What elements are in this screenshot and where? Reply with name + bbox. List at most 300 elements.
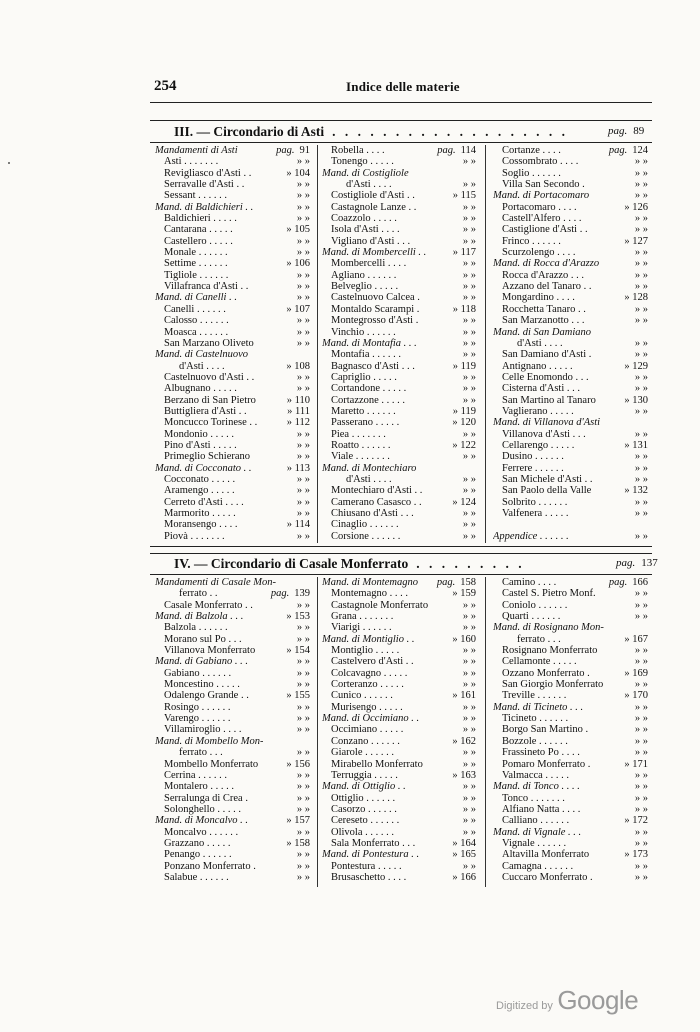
index-entry-name: Castellero . . . . . [164, 235, 233, 247]
index-heading-row [155, 736, 310, 747]
index-entry-page [453, 247, 476, 258]
index-entry-name: Vigliano d'Asti . . . [331, 235, 411, 247]
index-heading-row [493, 781, 648, 792]
index-entry-page-value: » » [634, 281, 648, 293]
index-entry-name: Moncucco Torinese . . [164, 417, 258, 429]
index-entry-page-value: » 119 [452, 405, 476, 417]
index-entry-page-value: » » [634, 371, 648, 383]
index-entry-name: Mand. di Occimiano . . [322, 713, 420, 725]
index-entry-page-value: » » [462, 383, 476, 395]
index-entry-row [493, 463, 648, 474]
index-entry-name: Mand. di Costigliole [322, 167, 409, 179]
index-entry-page-value: » » [296, 201, 310, 213]
index-entry-name: Villanova d'Asti . . . [502, 428, 586, 440]
index-entry-name: Conzano . . . . . . [331, 735, 400, 747]
index-entry-page [635, 451, 648, 462]
index-entry-page-value: » » [296, 428, 310, 440]
index-entry-page-value: 166 [632, 577, 648, 588]
index-entry-row [493, 406, 648, 417]
index-entry-page [624, 759, 648, 770]
index-entry-page-value: » » [296, 439, 310, 451]
page-label: pag. [276, 145, 295, 156]
index-entry-page [463, 315, 476, 326]
index-entry-page-value: » » [462, 508, 476, 519]
index-entry-row [493, 508, 648, 519]
index-entry-page-value: » » [634, 769, 648, 781]
index-entry-page [297, 451, 310, 462]
index-entry-row [322, 497, 476, 508]
index-heading-row [155, 145, 310, 156]
index-entry-name: Revigliasco d'Asti . . [164, 167, 252, 179]
index-entry-row [322, 531, 476, 542]
index-entry-row [493, 872, 648, 883]
index-entry-page-value: » 160 [452, 633, 476, 645]
index-entry-page-value: » » [296, 871, 310, 883]
index-entry-row [493, 236, 648, 247]
index-entry-page [463, 713, 476, 724]
index-entry-page [463, 327, 476, 338]
index-entry-page-value: » » [462, 758, 476, 770]
index-entry-name: Canelli . . . . . . [164, 303, 226, 315]
index-entry-page-value: » » [462, 485, 476, 497]
index-heading-row [493, 417, 648, 428]
index-entry-name: Castelvero d'Asti . . [331, 656, 414, 668]
index-entry-name: Rocca d'Arazzo . . . [502, 269, 585, 281]
index-entry-page-value: » » [634, 713, 648, 725]
index-entry-name: Odalengo Grande . . [164, 690, 249, 702]
index-entry-page-value: » 115 [452, 190, 476, 202]
index-entry-name: Moasca . . . . . . [164, 326, 229, 338]
index-entry-name: Tonco . . . . . . . [502, 792, 565, 804]
index-entry-page [463, 395, 476, 406]
index-entry-page-value: » » [462, 394, 476, 406]
index-entry-page [297, 668, 310, 679]
index-entry-page [635, 156, 648, 167]
index-entry-row [155, 429, 310, 440]
index-heading-row [322, 634, 476, 645]
index-entry-row [155, 679, 310, 690]
index-entry-row [155, 247, 310, 258]
index-entry-page [297, 804, 310, 815]
index-entry-page-value: » » [634, 792, 648, 804]
index-entry-page [463, 622, 476, 633]
index-heading-row [322, 247, 476, 258]
index-entry-page-value: » » [462, 337, 476, 349]
index-entry-name: Cocconato . . . . . [164, 473, 236, 485]
page-label: pag. [437, 145, 456, 156]
index-entry-name: Villafranca d'Asti . . [164, 281, 249, 293]
index-entry-name: Villamiroglio . . . . [164, 724, 242, 736]
index-entry-page-value: » » [634, 473, 648, 485]
index-entry-row [155, 519, 310, 530]
index-entry-row [493, 338, 648, 349]
index-entry-name: Cinaglio . . . . . . [331, 519, 399, 531]
index-entry-page [452, 849, 476, 860]
section-iii-bottom-rule [150, 546, 652, 547]
section-iii-column-3 [493, 145, 648, 542]
index-entry-page-value: 139 [294, 588, 310, 600]
index-entry-page-value: » » [296, 656, 310, 668]
index-entry-name: Mombercelli . . . . [331, 258, 407, 270]
index-entry-page-value: 124 [632, 145, 648, 156]
index-entry-page-value: » » [296, 451, 310, 463]
index-entry-name: Cortandone . . . . . [331, 383, 407, 395]
index-entry-row [322, 372, 476, 383]
index-entry-name: Frassineto Po . . . . [502, 747, 580, 759]
index-entry-row [493, 804, 648, 815]
section-iii-title: III. — Circondario di Asti . . . . . . . . . . . . . . . . . . . [174, 124, 569, 139]
index-entry-page-value: » » [634, 451, 648, 463]
index-entry-page [635, 270, 648, 281]
index-entry-page-value: » » [634, 735, 648, 747]
index-entry-page-value: » 107 [286, 303, 310, 315]
index-entry-page-value: » » [462, 213, 476, 225]
index-entry-name: Montafia . . . . . . [331, 349, 401, 361]
index-entry-page [463, 292, 476, 303]
index-entry-row [322, 429, 476, 440]
index-entry-name: Mirabello Monferrato [331, 758, 423, 770]
index-entry-page [463, 611, 476, 622]
index-entry-page-value: » » [296, 383, 310, 395]
index-entry-row [493, 485, 648, 496]
index-entry-page-value: » » [296, 473, 310, 485]
index-entry-page-value: » 111 [287, 405, 310, 417]
index-entry-name: Colcavagno . . . . . [331, 667, 408, 679]
index-entry-page-value: » » [634, 167, 648, 179]
index-entry-page [287, 519, 310, 530]
index-entry-page-value: » » [296, 781, 310, 793]
index-heading-row [155, 292, 310, 303]
index-entry-row [155, 327, 310, 338]
index-entry-row [155, 600, 310, 611]
google-logo: Google [557, 985, 639, 1015]
index-entry-page [635, 702, 648, 713]
index-entry-name: Castagnole Monferrato [331, 599, 429, 611]
index-entry-page-value: » » [634, 645, 648, 657]
index-entry-page-value: » » [634, 247, 648, 259]
index-entry-name: Mand. di Baldichieri . . [155, 201, 254, 213]
index-entry-name: Rosingo . . . . . . [164, 701, 231, 713]
index-entry-page-value: » 155 [286, 690, 310, 702]
section-iii-top-rule [150, 120, 652, 121]
index-entry-row [322, 815, 476, 826]
index-entry-page [635, 600, 648, 611]
index-entry-row [322, 736, 476, 747]
index-entry-page [297, 827, 310, 838]
index-entry-page [452, 872, 476, 883]
index-entry-row [155, 861, 310, 872]
index-entry-name: Brusaschetto . . . . [331, 871, 407, 883]
index-entry-row [155, 383, 310, 394]
index-entry-name: Bagnasco d'Asti . . . [331, 360, 415, 372]
index-entry-page-value: » » [462, 530, 476, 542]
index-entry-page-value: » 118 [452, 303, 476, 315]
index-entry-page-value: » » [462, 326, 476, 338]
index-entry-page-value: » » [634, 462, 648, 474]
index-entry-page [297, 634, 310, 645]
index-entry-name: Mand. di Moncalvo . . [155, 815, 249, 827]
index-entry-name: Altavilla Monferrato [502, 849, 590, 861]
index-entry-name: Robella . . . . [331, 145, 385, 156]
index-entry-page-value: » » [634, 656, 648, 668]
index-entry-name: Castiglione d'Asti . . [502, 224, 588, 236]
index-entry-page [297, 861, 310, 872]
index-entry-name: Montemagno . . . . [331, 588, 408, 600]
index-entry-row [493, 179, 648, 190]
index-entry-name: Ozzano Monferrato . [502, 667, 590, 679]
index-entry-row [155, 451, 310, 462]
index-entry-row [322, 622, 476, 633]
index-entry-page-value: » » [634, 315, 648, 327]
index-entry-page-value: » » [462, 792, 476, 804]
index-entry-name: Cortanze . . . . [502, 145, 561, 156]
index-heading-row [155, 577, 310, 588]
index-heading-row [493, 827, 648, 838]
index-entry-page-value: » 163 [452, 769, 476, 781]
index-entry-page [297, 849, 310, 860]
index-entry-row [322, 827, 476, 838]
section-iv-title-text: IV. — Circondario di Casale Monferrato [174, 556, 409, 571]
index-entry-row [493, 474, 648, 485]
index-entry-name: Mondonio . . . . . [164, 428, 235, 440]
index-entry-name: Coniolo . . . . . . [502, 599, 568, 611]
index-entry-row [322, 656, 476, 667]
index-entry-page-value: » » [296, 769, 310, 781]
index-entry-page-value: » » [634, 611, 648, 623]
index-entry-name: Mandamenti di Asti [155, 145, 238, 156]
index-entry-page-value: » » [462, 622, 476, 634]
index-entry-row [493, 588, 648, 599]
index-entry-page [463, 383, 476, 394]
index-entry-page [297, 202, 310, 213]
index-entry-name: Vignale . . . . . . [502, 837, 567, 849]
index-entry-page [463, 827, 476, 838]
index-entry-name: Rosignano Monferrato [502, 645, 598, 657]
index-entry-row [155, 190, 310, 201]
index-entry-row [493, 645, 648, 656]
index-entry-name: Mand. di Balzola . . . [155, 611, 244, 623]
index-entry-name: Azzano del Tanaro . . [502, 281, 592, 293]
index-entry-page [437, 577, 476, 588]
index-entry-name: Villanova Monferrato [164, 645, 256, 657]
index-entry-page [297, 770, 310, 781]
index-entry-name: ferrato . . . [179, 747, 223, 759]
index-entry-page [624, 849, 648, 860]
index-entry-name: Moncalvo . . . . . . [164, 826, 239, 838]
index-entry-page [463, 372, 476, 383]
index-entry-name: Mand. di Mombercelli . . [322, 247, 427, 259]
index-entry-page-value: 114 [460, 145, 476, 156]
index-entry-page-value: » » [462, 747, 476, 759]
index-entry-page-value: » 113 [286, 462, 310, 474]
index-entry-name: Gabiano . . . . . . [164, 667, 232, 679]
index-entry-row [493, 429, 648, 440]
index-entry-row [155, 258, 310, 269]
index-entry-row [493, 713, 648, 724]
index-heading-row [322, 463, 476, 474]
index-entry-row [493, 247, 648, 258]
index-entry-row [493, 372, 648, 383]
index-entry-row [493, 519, 648, 530]
index-entry-row [155, 485, 310, 496]
index-entry-row [155, 406, 310, 417]
index-entry-page [463, 213, 476, 224]
index-entry-row [493, 815, 648, 826]
index-entry-page-value: » » [296, 599, 310, 611]
index-entry-name: Bozzole . . . . . . [502, 735, 568, 747]
index-entry-page-value: » » [634, 860, 648, 872]
index-entry-name: Viale . . . . . . . [331, 451, 390, 463]
index-entry-row [322, 292, 476, 303]
index-entry-page [624, 236, 648, 247]
index-entry-name: Pomaro Monferrato . [502, 758, 591, 770]
index-entry-page [297, 338, 310, 349]
index-entry-page-value: » » [296, 667, 310, 679]
index-entry-page [437, 145, 476, 156]
index-heading-row [493, 327, 648, 338]
index-entry-row [322, 702, 476, 713]
index-heading-row [322, 781, 476, 792]
index-entry-page [452, 634, 476, 645]
index-entry-page-value: » 153 [286, 611, 310, 623]
index-heading-row [155, 463, 310, 474]
index-entry-row [322, 600, 476, 611]
index-entry-row [322, 793, 476, 804]
index-entry-row [493, 451, 648, 462]
index-entry-name: Cisterna d'Asti . . . [502, 383, 581, 395]
index-entry-row [322, 747, 476, 758]
index-entry-page-value: » » [462, 860, 476, 872]
index-entry-page [452, 588, 476, 599]
index-entry-page-value: » 122 [452, 439, 476, 451]
index-entry-name: Grana . . . . . . . [331, 611, 394, 623]
index-entry-page [463, 202, 476, 213]
index-entry-page-value: » 126 [624, 201, 648, 213]
index-entry-row [322, 383, 476, 394]
index-entry-row [155, 747, 310, 758]
index-entry-name: Mand. di Rosignano Mon- [493, 622, 604, 634]
index-entry-page [609, 145, 648, 156]
index-entry-page-value: » 165 [452, 849, 476, 861]
index-entry-row [155, 759, 310, 770]
index-entry-page [463, 668, 476, 679]
index-entry-row [155, 702, 310, 713]
index-entry-name: Valmacca . . . . . [502, 769, 570, 781]
index-entry-row [155, 781, 310, 792]
index-entry-row [493, 145, 648, 156]
index-entry-name: d'Asti . . . . [346, 179, 392, 191]
index-entry-row [493, 349, 648, 360]
index-entry-page [624, 485, 648, 496]
index-entry-page-value: » » [296, 713, 310, 725]
header-rule [150, 102, 652, 103]
index-entry-page [463, 781, 476, 792]
index-entry-row [322, 202, 476, 213]
index-entry-name: Corsione . . . . . . [331, 530, 401, 542]
column-divider [485, 145, 486, 543]
index-entry-page-value: » » [296, 860, 310, 872]
index-entry-name: d'Asti . . . . [346, 473, 392, 485]
index-entry-name: Moransengo . . . . [164, 519, 238, 531]
index-entry-name: Moncestino . . . . . [164, 679, 240, 691]
running-title: Indice delle materie [346, 79, 460, 94]
index-entry-row [493, 497, 648, 508]
index-entry-page [635, 861, 648, 872]
index-entry-page-value: » » [634, 224, 648, 236]
index-entry-page-value: » 167 [624, 633, 648, 645]
page-label: pag. [608, 577, 628, 588]
index-entry-page-value: » » [296, 281, 310, 293]
index-entry-name: Mand. di Canelli . . [155, 292, 237, 304]
index-entry-name: Vaglierano . . . . . [502, 405, 574, 417]
index-entry-row [155, 872, 310, 883]
index-entry-page-value: » » [462, 281, 476, 293]
index-entry-page-value: » » [296, 179, 310, 191]
index-entry-name: d'Asti . . . . [179, 360, 225, 372]
index-entry-row [155, 634, 310, 645]
index-entry-name: San Marzanotto . . . [502, 315, 585, 327]
index-entry-page-value: » » [462, 179, 476, 191]
index-entry-page-value: » » [296, 156, 310, 168]
index-entry-page [463, 747, 476, 758]
index-entry-row [493, 577, 648, 588]
index-entry-name: Montalero . . . . . [164, 781, 234, 793]
index-entry-name: Castelnuovo Calcea . [331, 292, 420, 304]
index-entry-page [463, 702, 476, 713]
index-entry-name: Pino d'Asti . . . . . [164, 439, 237, 451]
section-iv-column-2 [322, 577, 476, 883]
page-label: pag. [608, 145, 628, 156]
index-entry-row [493, 736, 648, 747]
index-entry-page [635, 656, 648, 667]
index-entry-page [286, 258, 310, 269]
index-entry-page-value: » 158 [286, 837, 310, 849]
index-entry-name: Agliano . . . . . . [331, 269, 397, 281]
index-entry-page-value: » 161 [452, 690, 476, 702]
index-entry-page [635, 793, 648, 804]
index-entry-row [155, 713, 310, 724]
index-entry-row [155, 838, 310, 849]
digitized-by-google-watermark [496, 985, 638, 1016]
index-entry-page [297, 281, 310, 292]
index-entry-page-value: » » [462, 371, 476, 383]
section-iii-page-label: pag. [608, 125, 628, 137]
index-entry-row [322, 508, 476, 519]
index-entry-row [155, 849, 310, 860]
index-entry-row [493, 861, 648, 872]
index-entry-row [493, 395, 648, 406]
index-entry-page [635, 508, 648, 519]
index-heading-row [322, 338, 476, 349]
index-entry-name [493, 519, 502, 530]
index-entry-page [286, 645, 310, 656]
index-entry-row [322, 406, 476, 417]
index-entry-row [155, 168, 310, 179]
index-entry-page [624, 202, 648, 213]
index-entry-name: Calosso . . . . . . [164, 315, 229, 327]
index-entry-page [635, 372, 648, 383]
index-entry-page-value: » » [462, 519, 476, 531]
index-entry-page-value: » » [634, 383, 648, 395]
section-iv-title-rule [150, 574, 652, 575]
index-entry-row [493, 270, 648, 281]
index-entry-page [635, 872, 648, 883]
index-entry-name: Camagna . . . . . . [502, 860, 574, 872]
index-entry-name: Ticineto . . . . . . [502, 713, 569, 725]
index-entry-page-value: » » [296, 724, 310, 736]
index-entry-page [635, 281, 648, 292]
index-entry-row [322, 236, 476, 247]
